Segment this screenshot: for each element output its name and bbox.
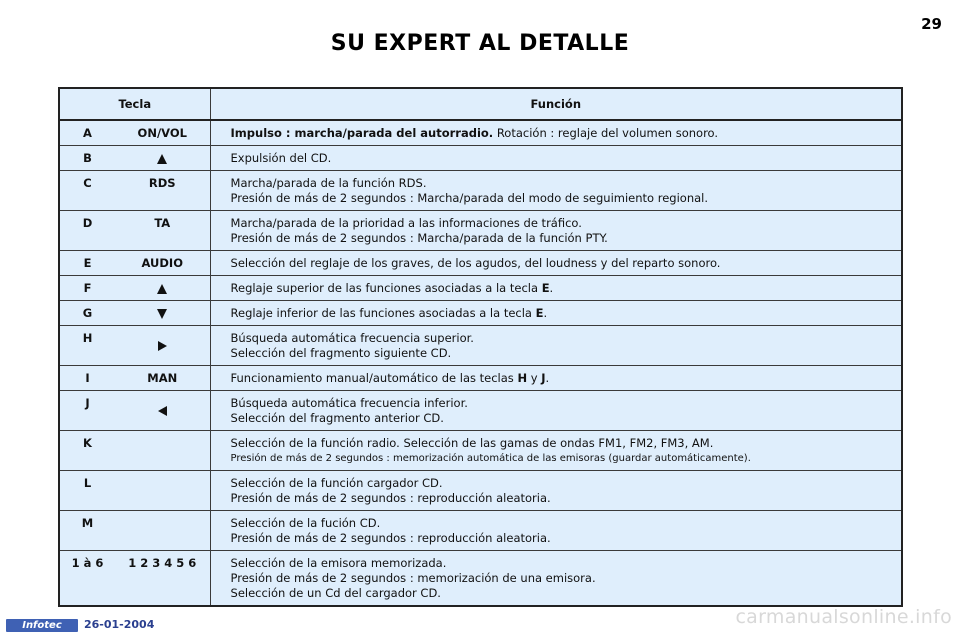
description-text: Selección del fragmento siguiente CD. (230, 346, 452, 360)
description-text: Búsqueda automática frecuencia superior. (230, 331, 474, 345)
description-text: . (543, 306, 548, 320)
page-title: SU EXPERT AL DETALLE (330, 31, 630, 56)
watermark: carmanualsonline.info (735, 606, 952, 628)
footer-date: 26-01-2004 (84, 618, 155, 631)
table-row (59, 171, 902, 211)
key-letter-text: G (82, 306, 93, 320)
key-letter-text: A (83, 126, 92, 140)
key-name (115, 301, 210, 326)
table-row (59, 431, 902, 471)
description-text: Selección del fragmento anterior CD. (230, 411, 444, 425)
key-letter (59, 251, 115, 276)
key-name (115, 366, 210, 391)
key-letter-text: E (83, 256, 92, 270)
description-text: Selección del reglaje de los graves, de los agudos, del loudness y del reparto sonoro. (230, 256, 721, 270)
header-function: Función (210, 88, 902, 120)
description-line (231, 586, 895, 601)
key-name-text (115, 511, 210, 520)
key-letter (59, 211, 115, 251)
key-name (115, 471, 210, 511)
key-reference: H (517, 371, 528, 385)
table-row (59, 471, 902, 511)
key-letter-text: M (81, 516, 94, 530)
key-function-table (58, 87, 903, 607)
description-line (231, 396, 895, 411)
description-text: Selección de la función radio. Selección de las gamas de ondas FM1, FM2, FM3, AM. (230, 436, 714, 450)
key-letter (59, 471, 115, 511)
description-line (231, 281, 895, 296)
description-text: Presión de más de 2 segundos : memorización automática de las emisoras (guardar automáticamente). (230, 453, 751, 464)
description-text: Reglaje superior de las funciones asociadas a la tecla (230, 281, 542, 295)
key-name-text: RDS (148, 176, 176, 190)
key-name-text (115, 471, 210, 480)
table-header-row (59, 88, 902, 120)
description-line (231, 436, 895, 451)
key-name (115, 276, 210, 301)
description-text: Selección de la función cargador CD. (230, 476, 443, 490)
table-row (59, 211, 902, 251)
description-text: Selección de un Cd del cargador CD. (230, 586, 441, 600)
key-letter-text: C (83, 176, 92, 190)
description-text: . (549, 281, 554, 295)
key-name (115, 211, 210, 251)
key-letter-text: I (85, 371, 90, 385)
key-name-text: 1 2 3 4 5 6 (128, 556, 197, 570)
key-letter-text: D (82, 216, 93, 230)
table-row (59, 326, 902, 366)
description-text: Presión de más de 2 segundos : memorización de una emisora. (230, 571, 596, 585)
description-line (231, 216, 895, 231)
down-triangle-icon (157, 309, 167, 319)
key-reference: E (541, 281, 550, 295)
description-text: Búsqueda automática frecuencia inferior. (230, 396, 468, 410)
description-line (231, 256, 895, 271)
description-text: Presión de más de 2 segundos : reproducción aleatoria. (230, 531, 551, 545)
function-description (210, 146, 902, 171)
key-letter (59, 120, 115, 146)
description-line (231, 571, 895, 586)
key-name (115, 251, 210, 276)
description-text: Selección de la fución CD. (230, 516, 381, 530)
description-text: Presión de más de 2 segundos : Marcha/parada del modo de seguimiento regional. (230, 191, 709, 205)
key-letter (59, 326, 115, 366)
function-description (210, 301, 902, 326)
description-line (231, 331, 895, 346)
description-bold: Impulso : marcha/parada del autorradio. (230, 126, 494, 140)
key-letter-text: F (83, 281, 92, 295)
function-description (210, 511, 902, 551)
description-line (231, 306, 895, 321)
description-text: y (527, 371, 542, 385)
key-letter (59, 551, 115, 607)
key-letter (59, 276, 115, 301)
eject-icon (157, 154, 167, 164)
key-letter-text: K (83, 436, 92, 450)
key-name (115, 146, 210, 171)
description-text: Presión de más de 2 segundos : reproducción aleatoria. (230, 491, 551, 505)
description-line (231, 346, 895, 361)
key-name (115, 391, 210, 431)
key-name-text: MAN (147, 371, 178, 385)
key-name-text: AUDIO (141, 256, 183, 270)
function-description (210, 276, 902, 301)
page-number: 29 (921, 15, 942, 33)
description-line (231, 516, 895, 531)
function-description (210, 120, 902, 146)
description-text: Selección de la emisora memorizada. (230, 556, 447, 570)
description-text: Expulsión del CD. (230, 151, 332, 165)
table-row (59, 146, 902, 171)
table-row (59, 511, 902, 551)
key-letter-text: 1 à 6 (71, 556, 104, 570)
description-line (231, 126, 895, 141)
key-name (115, 120, 210, 146)
function-description (210, 251, 902, 276)
up-triangle-icon (157, 284, 167, 294)
key-name (115, 171, 210, 211)
key-letter (59, 366, 115, 391)
table-row (59, 551, 902, 607)
key-name-text (115, 431, 210, 440)
key-name (115, 431, 210, 471)
description-line (231, 231, 895, 246)
table-row (59, 251, 902, 276)
table-row (59, 276, 902, 301)
function-description (210, 471, 902, 511)
key-name-text: TA (154, 216, 171, 230)
description-text: Presión de más de 2 segundos : Marcha/parada de la función PTY. (230, 231, 608, 245)
key-name-text: ON/VOL (137, 126, 187, 140)
description-text: Rotación : reglaje del volumen sonoro. (493, 126, 719, 140)
description-line (231, 531, 895, 546)
key-letter (59, 391, 115, 431)
key-reference: J (541, 371, 546, 385)
description-line (231, 191, 895, 206)
header-key: Tecla (59, 88, 210, 120)
function-description (210, 211, 902, 251)
function-description (210, 366, 902, 391)
key-letter (59, 301, 115, 326)
function-description (210, 171, 902, 211)
key-name (115, 326, 210, 366)
key-reference: E (535, 306, 544, 320)
function-description (210, 551, 902, 607)
key-letter-text: B (83, 151, 92, 165)
description-text: Funcionamiento manual/automático de las teclas (230, 371, 518, 385)
function-description (210, 431, 902, 471)
key-letter (59, 171, 115, 211)
description-line (231, 411, 895, 426)
key-name (115, 551, 210, 607)
description-text: Reglaje inferior de las funciones asociadas a la tecla (230, 306, 536, 320)
function-description (210, 326, 902, 366)
table-row (59, 391, 902, 431)
description-line (231, 451, 895, 466)
table-row (59, 301, 902, 326)
description-line (231, 371, 895, 386)
left-triangle-icon (158, 406, 167, 416)
infotec-logo: Infotec (6, 619, 78, 632)
description-line (231, 556, 895, 571)
description-text: . (545, 371, 550, 385)
description-text: Marcha/parada de la prioridad a las informaciones de tráfico. (230, 216, 582, 230)
function-description (210, 391, 902, 431)
description-text: Marcha/parada de la función RDS. (230, 176, 427, 190)
key-letter (59, 511, 115, 551)
key-letter (59, 431, 115, 471)
description-line (231, 176, 895, 191)
description-line (231, 151, 895, 166)
table-row (59, 366, 902, 391)
right-triangle-icon (158, 341, 167, 351)
key-letter (59, 146, 115, 171)
key-letter-text: L (83, 476, 92, 490)
description-line (231, 491, 895, 506)
key-name (115, 511, 210, 551)
key-letter-text: H (82, 331, 93, 345)
key-letter-text: J (85, 396, 90, 410)
table-row (59, 120, 902, 146)
description-line (231, 476, 895, 491)
